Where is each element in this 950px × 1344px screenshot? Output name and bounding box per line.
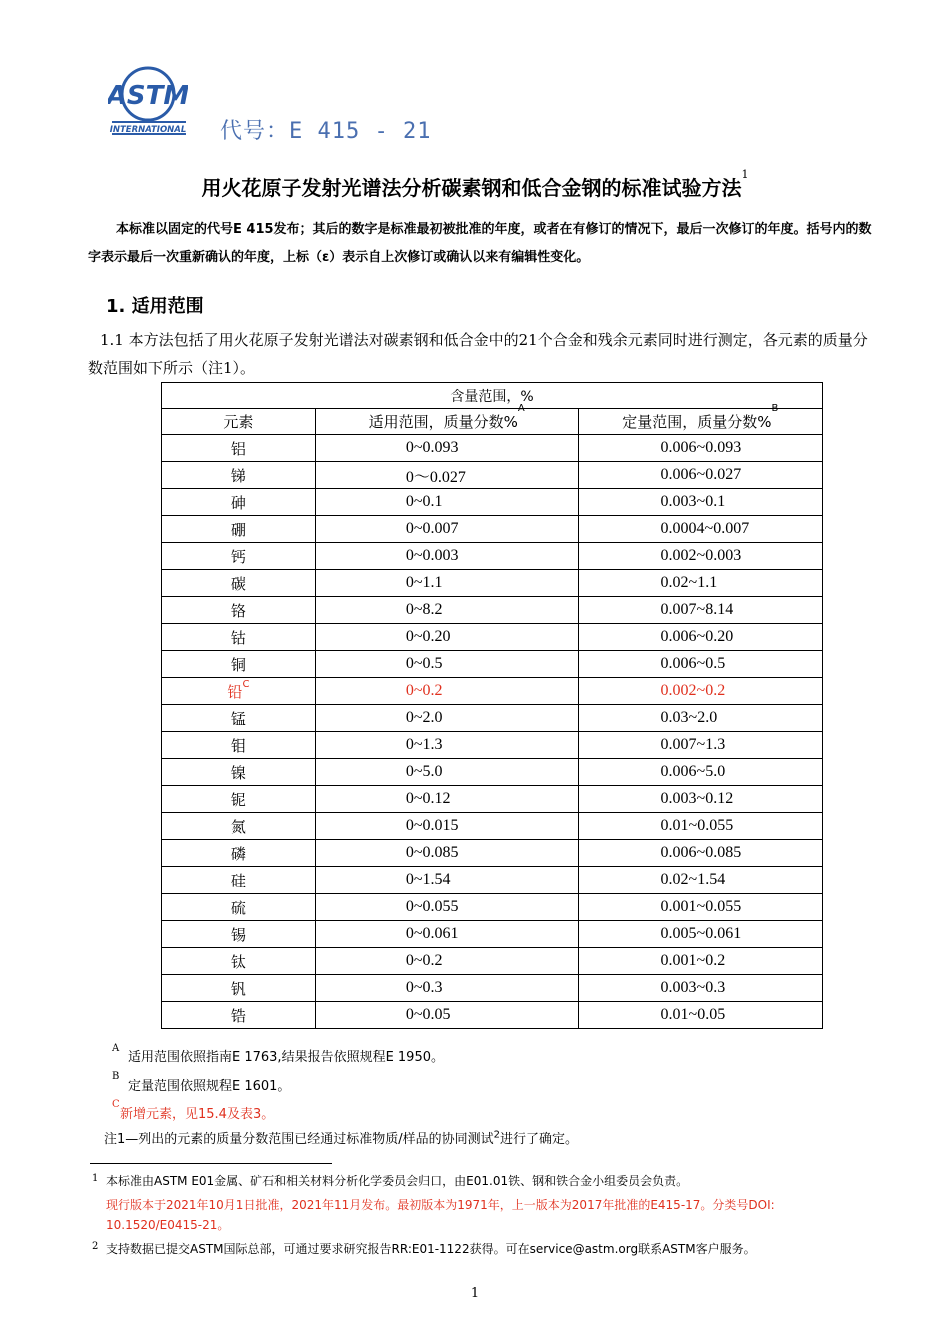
cell-quantitative: 0.01~0.05 <box>578 1002 822 1029</box>
element-name: 钙 <box>230 547 246 566</box>
cell-element <box>162 570 316 597</box>
table-row <box>162 894 823 921</box>
logo-subtext: INTERNATIONAL <box>109 125 187 135</box>
element-name: 锡 <box>230 925 246 944</box>
col-header-quantitative-sup: B <box>771 403 779 414</box>
footnote-1-mark: 1 <box>92 1173 99 1184</box>
footnote-1-red-line2: 10.1520/E0415-21。 <box>106 1218 230 1232</box>
element-name: 铌 <box>230 790 246 809</box>
cell-element <box>162 435 316 462</box>
cell-element <box>162 759 316 786</box>
cell-element <box>162 624 316 651</box>
element-name: 砷 <box>230 493 246 512</box>
cell-element <box>162 462 316 489</box>
table-row <box>162 462 823 489</box>
section-paragraph: 1.1 本方法包括了用火花原子发射光谱法对碳素钢和低合金中的21个合金和残余元素同时进行测定，各元素的质量分数范围如下所示（注1）。 <box>88 331 868 377</box>
cell-applicable: 0～0.027 <box>315 462 578 489</box>
element-name: 碳 <box>230 574 246 593</box>
element-name: 硼 <box>230 520 246 539</box>
table-row <box>162 867 823 894</box>
table-row <box>162 543 823 570</box>
cell-applicable: 0~0.085 <box>315 840 578 867</box>
document-title <box>0 168 950 201</box>
cell-element <box>162 813 316 840</box>
table-row <box>162 435 823 462</box>
cell-applicable: 0~0.3 <box>315 975 578 1002</box>
cell-quantitative: 0.002~0.003 <box>578 543 822 570</box>
table-row <box>162 840 823 867</box>
cell-applicable: 0~0.20 <box>315 624 578 651</box>
element-sup: C <box>242 678 250 690</box>
cell-element <box>162 786 316 813</box>
title-footnote-ref: 1 <box>741 168 749 181</box>
col-header-applicable <box>315 403 578 435</box>
element-name: 硫 <box>230 898 246 917</box>
cell-element <box>162 894 316 921</box>
cell-element <box>162 840 316 867</box>
note-a-mark: A <box>112 1043 120 1054</box>
group-header: 含量范围，% <box>162 383 823 409</box>
table-row <box>162 570 823 597</box>
col-header-applicable-label: 适用范围，质量分数% <box>368 413 518 431</box>
col-header-quantitative <box>578 403 822 435</box>
title-text: 用火花原子发射光谱法分析碳素钢和低合金钢的标准试验方法 <box>201 176 742 200</box>
footnote-2-mark: 2 <box>92 1241 99 1252</box>
cell-element <box>162 732 316 759</box>
cell-quantitative: 0.02~1.54 <box>578 867 822 894</box>
table-row <box>162 678 823 705</box>
cell-quantitative: 0.003~0.3 <box>578 975 822 1002</box>
cell-quantitative: 0.007~8.14 <box>578 597 822 624</box>
element-name: 钼 <box>230 736 246 755</box>
element-name: 镍 <box>230 763 246 782</box>
element-name: 钴 <box>230 628 246 647</box>
cell-element <box>162 975 316 1002</box>
element-name: 钛 <box>230 952 246 971</box>
cell-applicable: 0~1.54 <box>315 867 578 894</box>
element-name: 锰 <box>230 709 246 728</box>
footnote-2-text: 支持数据已提交ASTM国际总部，可通过要求研究报告RR:E01-1122获得。可在service@astm.org联系ASTM客户服务。 <box>106 1242 756 1256</box>
cell-quantitative: 0.03~2.0 <box>578 705 822 732</box>
cell-applicable: 0~0.093 <box>315 435 578 462</box>
col-header-applicable-sup: A <box>517 403 525 414</box>
cell-applicable: 0~0.1 <box>315 489 578 516</box>
note-1-tail: 进行了确定。 <box>500 1132 579 1147</box>
table-row <box>162 705 823 732</box>
note-c-text: 新增元素，见15.4及表3。 <box>120 1107 275 1122</box>
element-name: 铬 <box>230 601 246 620</box>
cell-quantitative: 0.006~0.085 <box>578 840 822 867</box>
cell-quantitative: 0.003~0.1 <box>578 489 822 516</box>
cell-element <box>162 489 316 516</box>
cell-quantitative: 0.007~1.3 <box>578 732 822 759</box>
cell-quantitative: 0.01~0.055 <box>578 813 822 840</box>
note-1-sup: 2 <box>493 1129 501 1141</box>
cell-quantitative: 0.006~0.5 <box>578 651 822 678</box>
cell-quantitative: 0.001~0.055 <box>578 894 822 921</box>
cell-applicable: 0~0.5 <box>315 651 578 678</box>
cell-applicable: 0~0.007 <box>315 516 578 543</box>
cell-element <box>162 516 316 543</box>
cell-element <box>162 597 316 624</box>
cell-applicable: 0~5.0 <box>315 759 578 786</box>
cell-applicable: 0~1.1 <box>315 570 578 597</box>
element-ranges-table <box>161 382 823 1029</box>
cell-applicable: 0~0.12 <box>315 786 578 813</box>
page-number: 1 <box>470 1286 480 1301</box>
element-name: 氮 <box>230 817 246 836</box>
col-header-element: 元素 <box>162 409 316 435</box>
cell-quantitative: 0.0004~0.007 <box>578 516 822 543</box>
note-b-mark: B <box>112 1071 120 1082</box>
table-row <box>162 732 823 759</box>
cell-element <box>162 921 316 948</box>
table-row <box>162 813 823 840</box>
cell-applicable: 0~0.003 <box>315 543 578 570</box>
logo-text: ASTM <box>108 81 188 111</box>
cell-quantitative: 0.006~0.093 <box>578 435 822 462</box>
cell-applicable: 0~0.061 <box>315 921 578 948</box>
cell-element <box>162 948 316 975</box>
note-b-text: 定量范围依照规程E 1601。 <box>128 1079 291 1094</box>
cell-element <box>162 543 316 570</box>
cell-applicable: 0~0.2 <box>315 948 578 975</box>
cell-applicable: 0~1.3 <box>315 732 578 759</box>
astm-logo <box>108 66 188 138</box>
section-heading: 1. 适用范围 <box>106 296 204 317</box>
cell-applicable: 0~8.2 <box>315 597 578 624</box>
element-name: 铅 <box>227 682 243 701</box>
element-name: 锆 <box>230 1006 246 1025</box>
table-header-row <box>162 409 823 435</box>
cell-quantitative: 0.006~0.20 <box>578 624 822 651</box>
footnote-1-red-line1: 现行版本于2021年10月1日批准，2021年11月发布。最初版本为1971年，上一版本为2017年批准的E415-17。分类号DOI: <box>106 1198 775 1212</box>
cell-quantitative: 0.02~1.1 <box>578 570 822 597</box>
element-name: 铝 <box>230 439 246 458</box>
footnote-divider <box>90 1163 332 1164</box>
cell-quantitative: 0.005~0.061 <box>578 921 822 948</box>
note-1-text: 注1—列出的元素的质量分数范围已经通过标准物质/样品的协同测试 <box>104 1132 494 1147</box>
cell-element <box>162 705 316 732</box>
document-code: 代号：E 415 - 21 <box>220 119 432 144</box>
element-name: 铜 <box>230 655 246 674</box>
cell-element <box>162 651 316 678</box>
table-row <box>162 516 823 543</box>
cell-element <box>162 867 316 894</box>
note-a-text: 适用范围依照指南E 1763,结果报告依照规程E 1950。 <box>128 1050 444 1065</box>
col-header-quantitative-label: 定量范围，质量分数% <box>622 413 772 431</box>
element-name: 磷 <box>230 844 246 863</box>
table-row <box>162 921 823 948</box>
table-row <box>162 786 823 813</box>
table-row <box>162 759 823 786</box>
cell-applicable: 0~0.05 <box>315 1002 578 1029</box>
table-row <box>162 489 823 516</box>
cell-applicable: 0~2.0 <box>315 705 578 732</box>
cell-quantitative: 0.006~0.027 <box>578 462 822 489</box>
element-name: 硅 <box>230 871 246 890</box>
cell-element <box>162 678 316 705</box>
note-1 <box>104 1128 578 1147</box>
intro-paragraph: 本标准以固定的代号E 415发布；其后的数字是标准最初被批准的年度，或者在有修订的情况下，最后一次修订的年度。括号内的数字表示最后一次重新确认的年度，上标（ε）表示自上次修订或确认以来有编辑性变化。 <box>88 222 872 265</box>
cell-quantitative: 0.006~5.0 <box>578 759 822 786</box>
table-row <box>162 1002 823 1029</box>
table-row <box>162 948 823 975</box>
cell-applicable: 0~0.2 <box>315 678 578 705</box>
cell-element <box>162 1002 316 1029</box>
cell-quantitative: 0.003~0.12 <box>578 786 822 813</box>
table-header-row <box>162 383 823 409</box>
element-name: 钒 <box>230 979 246 998</box>
cell-applicable: 0~0.055 <box>315 894 578 921</box>
table-row <box>162 597 823 624</box>
table-row <box>162 975 823 1002</box>
cell-quantitative: 0.002~0.2 <box>578 678 822 705</box>
footnote-1-text: 本标准由ASTM E01金属、矿石和相关材料分析化学委员会归口，由E01.01铁、钢和铁合金小组委员会负责。 <box>106 1174 689 1188</box>
table-row <box>162 624 823 651</box>
cell-quantitative: 0.001~0.2 <box>578 948 822 975</box>
note-c-mark: C <box>112 1099 120 1110</box>
table-row <box>162 651 823 678</box>
element-name: 锑 <box>230 466 246 485</box>
cell-applicable: 0~0.015 <box>315 813 578 840</box>
